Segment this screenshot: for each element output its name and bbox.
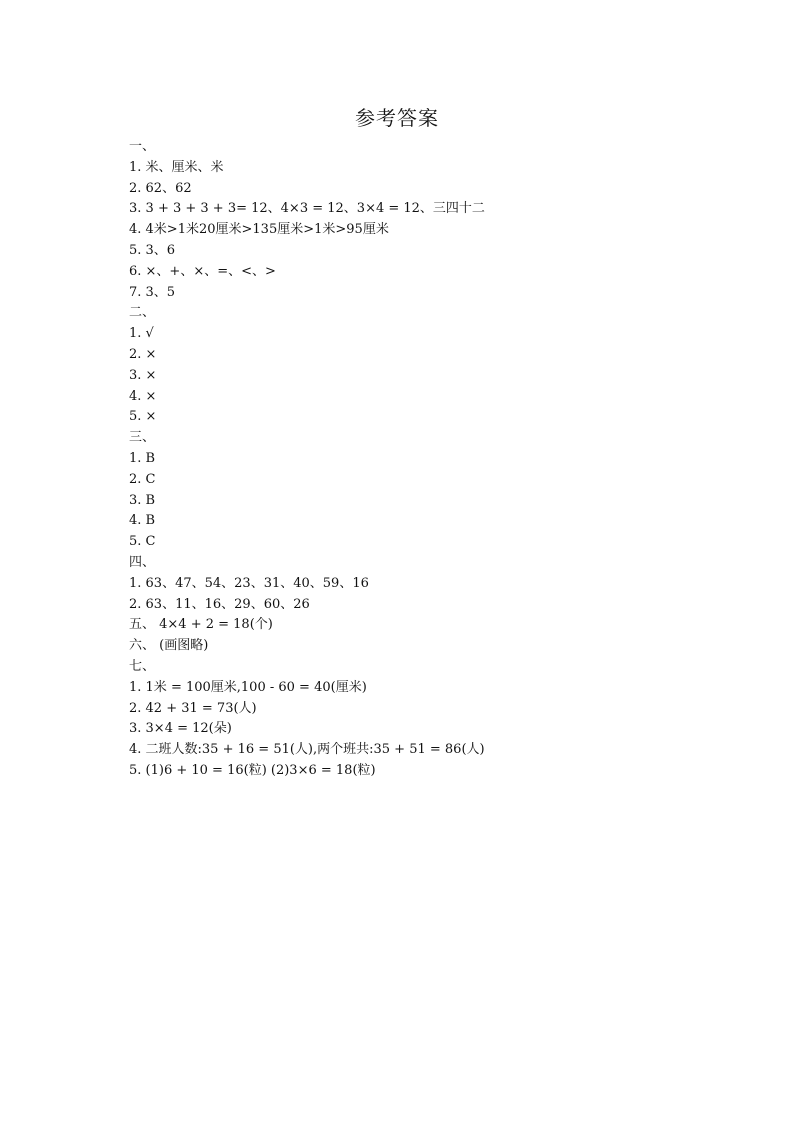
section-heading-4: 四、 [129, 554, 156, 570]
section-heading-2: 二、 [129, 305, 156, 321]
answer-line: 2. 62、62 [129, 180, 192, 196]
answer-line: 4. × [129, 388, 157, 404]
section-heading-1: 一、 [129, 139, 156, 154]
section-heading-5: 五、 4×4 + 2 = 18(个) [129, 617, 273, 633]
answer-line: 7. 3、5 [129, 284, 176, 300]
answer-line: 3. × [129, 367, 157, 383]
answer-list [129, 137, 729, 782]
answer-line: 5. C [129, 534, 156, 550]
answer-line: 4. B [129, 513, 156, 529]
section-heading-7: 七、 [129, 658, 156, 674]
answer-line: 1. √ [129, 326, 154, 342]
answer-line: 4. 二班人数:35 + 16 = 51(人),两个班共:35 + 51 = 86(人) [129, 742, 485, 758]
answer-line: 5. 3、6 [129, 242, 176, 258]
answer-line: 5. × [129, 409, 157, 425]
answer-line: 1. B [129, 450, 156, 466]
answer-line: 1. 1米 = 100厘米,100 - 60 = 40(厘米) [129, 679, 367, 695]
answer-line: 2. C [129, 471, 156, 487]
answer-line: 3. 3×4 = 12(朵) [129, 721, 232, 737]
answer-line: 2. × [129, 346, 157, 362]
answer-line: 6. ×、+、×、=、<、> [129, 263, 276, 279]
answer-line: 2. 63、11、16、29、60、26 [129, 596, 310, 612]
answer-line: 3. B [129, 492, 156, 508]
page-title: 参考答案 [355, 106, 439, 130]
answer-line: 3. 3 + 3 + 3 + 3= 12、4×3 = 12、3×4 = 12、三四十二 [129, 201, 485, 217]
section-heading-3: 三、 [129, 430, 156, 446]
answer-line: 1. 米、厘米、米 [129, 159, 224, 175]
answer-line: 2. 42 + 31 = 73(人) [129, 700, 257, 716]
answer-line: 4. 4米>1米20厘米>135厘米>1米>95厘米 [129, 222, 389, 238]
answer-line: 1. 63、47、54、23、31、40、59、16 [129, 575, 369, 591]
section-heading-6: 六、 (画图略) [129, 638, 209, 654]
answer-line: 5. (1)6 + 10 = 16(粒) (2)3×6 = 18(粒) [129, 762, 376, 778]
